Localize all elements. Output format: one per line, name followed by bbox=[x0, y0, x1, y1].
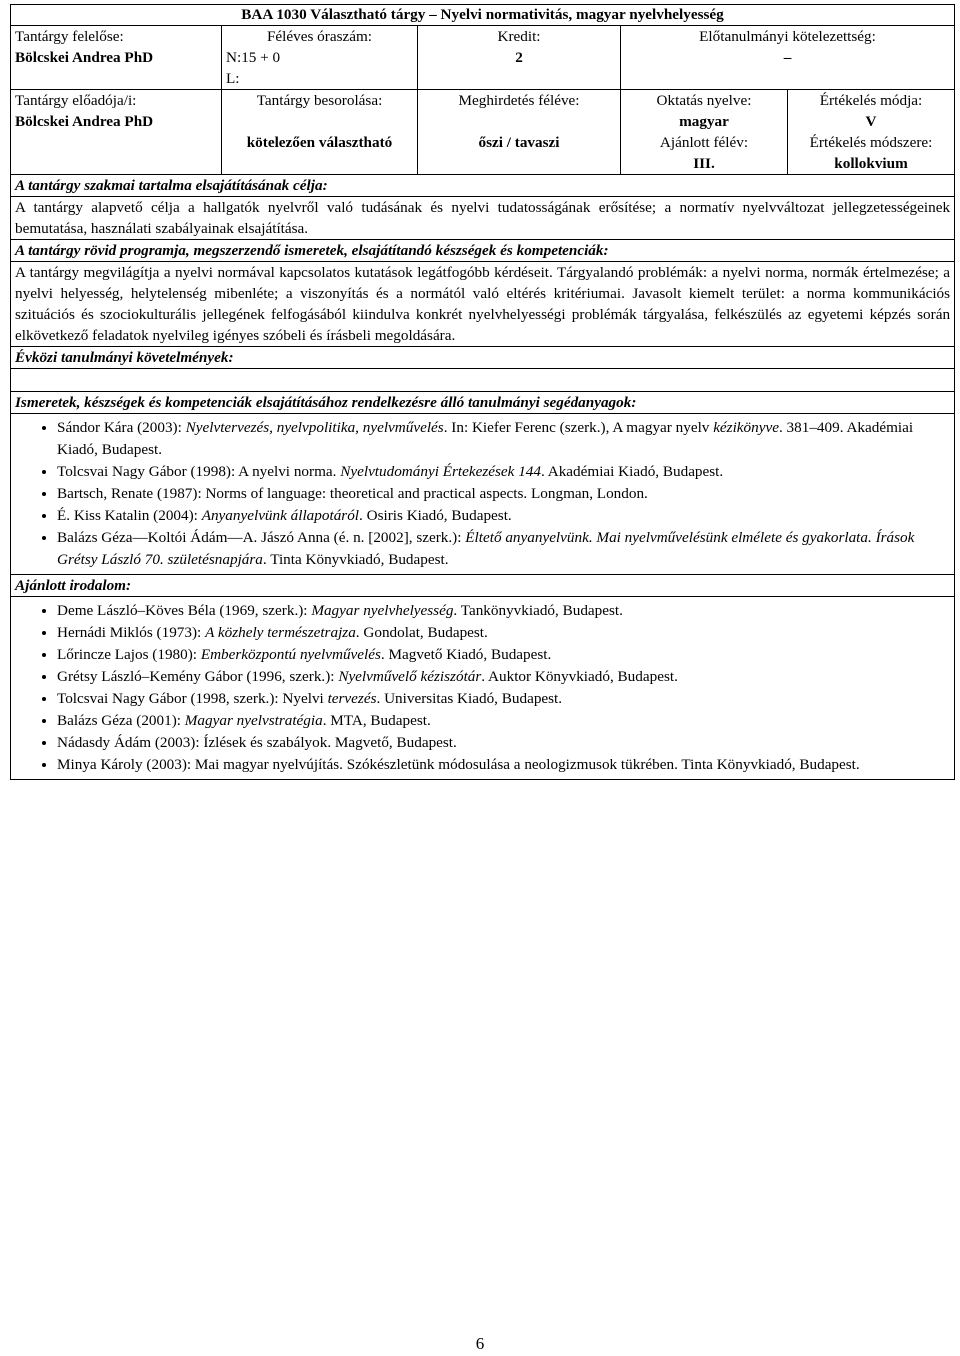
assessment-mode-value: V bbox=[865, 113, 877, 130]
list-item: • Minya Károly (2003): Mai magyar nyelvújítás. Szókészletünk módosulása a neologizmusok tükrében. Tinta Könyvkiadó, Budapest. bbox=[57, 754, 950, 776]
literature-heading-row bbox=[11, 575, 955, 597]
list-item: • Hernádi Miklós (1973): A közhely természetrajza. Gondolat, Budapest. bbox=[57, 622, 950, 644]
responsible-value: Bölcskei Andrea PhD bbox=[15, 49, 154, 66]
hours-cell bbox=[222, 26, 418, 90]
list-item: • Sándor Kára (2003): Nyelvtervezés, nyelvpolitika, nyelvművelés. In: Kiefer Ferenc (szerk.), A magyar nyelv kézikönyve. 381–409. Akadémiai Kiadó, Budapest. bbox=[57, 417, 950, 461]
assessment-method-value: kollokvium bbox=[834, 155, 908, 172]
requirements-empty-row bbox=[11, 369, 955, 392]
list-item: • Balázs Géza (2001): Magyar nyelvstratégia. MTA, Budapest. bbox=[57, 710, 950, 732]
semester-value: őszi / tavaszi bbox=[478, 134, 560, 151]
goal-heading-row bbox=[11, 175, 955, 197]
credit-value: 2 bbox=[515, 49, 523, 66]
language-label: Oktatás nyelve: bbox=[656, 92, 752, 109]
assessment-method-label: Értékelés módszere: bbox=[809, 134, 933, 151]
program-text-row bbox=[11, 262, 955, 347]
credit-cell bbox=[418, 26, 621, 90]
lecturer-label: Tantárgy előadója/i: bbox=[15, 92, 137, 109]
course-sheet bbox=[10, 4, 954, 780]
list-item: • Tolcsvai Nagy Gábor (1998, szerk.): Nyelvi tervezés. Universitas Kiadó, Budapest. bbox=[57, 688, 950, 710]
language-value: magyar bbox=[679, 113, 729, 130]
prerequisite-value: – bbox=[783, 49, 792, 66]
requirements-empty-cell bbox=[11, 369, 955, 392]
list-item: • É. Kiss Katalin (2004): Anyanyelvünk állapotáról. Osiris Kiadó, Budapest. bbox=[57, 505, 950, 527]
credit-label: Kredit: bbox=[497, 28, 541, 45]
title-row bbox=[11, 5, 955, 26]
course-table bbox=[10, 4, 955, 780]
prerequisite-cell bbox=[621, 26, 955, 90]
goal-text: A tantárgy alapvető célja a hallgatók nyelvről való tudásának és nyelvi tudatosságának erősítése; a normatív nyelvváltozat jellegzetességeinek bemutatása, használati szabályainak elsajátítása. bbox=[11, 197, 955, 240]
page-number: 6 bbox=[475, 1334, 485, 1353]
goal-text-row bbox=[11, 197, 955, 240]
list-item: • Grétsy László–Kemény Gábor (1996, szerk.): Nyelvművelő kéziszótár. Auktor Könyvkiadó, Budapest. bbox=[57, 666, 950, 688]
recommended-semester-value: III. bbox=[693, 155, 715, 172]
goal-heading: A tantárgy szakmai tartalma elsajátításának célja: bbox=[11, 175, 955, 197]
program-heading: A tantárgy rövid programja, megszerzendő ismeretek, elsajátítandó készségek és kompetenciák: bbox=[11, 240, 955, 262]
materials-list bbox=[15, 417, 950, 571]
literature-list-cell bbox=[11, 597, 955, 780]
semester-label: Meghirdetés féléve: bbox=[458, 92, 580, 109]
list-item: • Balázs Géza—Koltói Ádám—A. Jászó Anna (é. n. [2002], szerk.): Éltető anyanyelvünk. Mai nyelvművelésünk elmélete és gyakorlata. Írások Grétsy László 70. születésnapjára. Tinta Könyvkiadó, Budapest. bbox=[57, 527, 950, 571]
list-item: • Deme László–Köves Béla (1969, szerk.): Magyar nyelvhelyesség. Tankönyvkiadó, Budapest. bbox=[57, 600, 950, 622]
info-row-2 bbox=[11, 90, 955, 175]
course-title: BAA 1030 Választható tárgy – Nyelvi normativitás, magyar nyelvhelyesség bbox=[11, 5, 955, 26]
program-text: A tantárgy megvilágítja a nyelvi normával kapcsolatos kutatások legátfogóbb kérdéseit. Tárgyalandó problémák: a nyelvi norma, normák értelmezése; a nyelvi helyesség, helytelenség mibenléte; a viszonyítás és a normától való eltérés kritériumai. Javasolt kiemelt terület: a norma kommunikációs szituációs és szociokulturális jellegének felfogásából kiindulva konkrét nyelvhelyességi problémák tárgyalása, felkészülés az egyetemi képzés során elkövetkező feladatok nyelvileg igényes szóbeli és írásbeli megoldására. bbox=[11, 262, 955, 347]
materials-heading: Ismeretek, készségek és kompetenciák elsajátításához rendelkezésre álló tanulmányi segédanyagok: bbox=[11, 392, 955, 414]
hours-l: L: bbox=[226, 70, 240, 87]
hours-label: Féléves óraszám: bbox=[266, 28, 372, 45]
materials-heading-row bbox=[11, 392, 955, 414]
list-item: • Bartsch, Renate (1987): Norms of language: theoretical and practical aspects. Longman, London. bbox=[57, 483, 950, 505]
materials-list-row bbox=[11, 414, 955, 575]
classification-cell bbox=[222, 90, 418, 175]
responsible-label: Tantárgy felelőse: bbox=[15, 28, 124, 45]
list-item: • Lőrincze Lajos (1980): Emberközpontú nyelvművelés. Magvető Kiadó, Budapest. bbox=[57, 644, 950, 666]
program-heading-row bbox=[11, 240, 955, 262]
language-cell bbox=[621, 90, 788, 175]
requirements-heading-row bbox=[11, 347, 955, 369]
lecturer-cell bbox=[11, 90, 222, 175]
assessment-cell bbox=[788, 90, 955, 175]
literature-heading: Ajánlott irodalom: bbox=[11, 575, 955, 597]
list-item: • Nádasdy Ádám (2003): Ízlések és szabályok. Magvető, Budapest. bbox=[57, 732, 950, 754]
prerequisite-label: Előtanulmányi kötelezettség: bbox=[699, 28, 876, 45]
materials-list-cell bbox=[11, 414, 955, 575]
classification-label: Tantárgy besorolása: bbox=[256, 92, 383, 109]
info-row-1 bbox=[11, 26, 955, 90]
semester-cell bbox=[418, 90, 621, 175]
recommended-semester-label: Ajánlott félév: bbox=[659, 134, 749, 151]
assessment-mode-label: Értékelés módja: bbox=[819, 92, 923, 109]
literature-list-row bbox=[11, 597, 955, 780]
literature-list bbox=[15, 600, 950, 776]
list-item: • Tolcsvai Nagy Gábor (1998): A nyelvi norma. Nyelvtudományi Értekezések 144. Akadémiai Kiadó, Budapest. bbox=[57, 461, 950, 483]
requirements-heading: Évközi tanulmányi követelmények: bbox=[11, 347, 955, 369]
responsible-cell bbox=[11, 26, 222, 90]
lecturer-value: Bölcskei Andrea PhD bbox=[15, 113, 154, 130]
classification-value: kötelezően választható bbox=[246, 134, 393, 151]
hours-n: N:15 + 0 bbox=[226, 49, 281, 66]
